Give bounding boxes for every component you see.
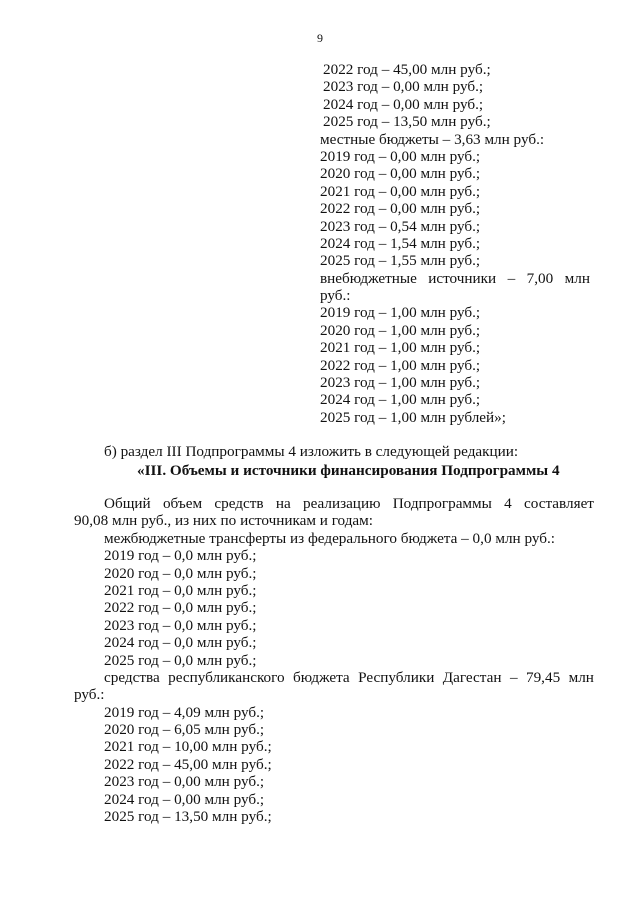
heading-word: источники [428, 269, 497, 287]
year-line: 2020 год – 0,00 млн руб.; [320, 165, 481, 183]
year-line: 2024 год – 0,00 млн руб.; [104, 790, 265, 808]
intro-word: реализацию [302, 495, 381, 512]
year-line: 2024 год – 0,0 млн руб.; [104, 634, 257, 652]
year-line: 2019 год – 0,00 млн руб.; [320, 147, 481, 165]
page-number: 9 [317, 31, 323, 45]
year-line: 2022 год – 0,0 млн руб.; [104, 599, 257, 617]
intro-word: объем [162, 495, 203, 512]
year-line: 2022 год – 0,00 млн руб.; [320, 200, 481, 218]
heading-word: средства [104, 668, 160, 686]
intro-word: Общий [104, 495, 151, 512]
heading-word: 79,45 [525, 668, 561, 686]
year-line: 2025 год – 1,55 млн руб.; [320, 252, 481, 270]
year-line: 2023 год – 0,00 млн руб.; [323, 78, 484, 96]
year-line: 2019 год – 1,00 млн руб.; [320, 304, 481, 322]
year-line: 2021 год – 10,00 млн руб.; [104, 738, 272, 756]
year-line: 2021 год – 0,00 млн руб.; [320, 182, 481, 200]
heading-word: Республики [358, 668, 435, 686]
intro-line [74, 495, 594, 512]
year-line: 2025 год – 0,0 млн руб.; [104, 651, 257, 669]
year-line: 2022 год – 1,00 млн руб.; [320, 356, 481, 374]
extra-budget-heading-tail: руб.: [320, 287, 351, 305]
year-line: 2021 год – 1,00 млн руб.; [320, 339, 481, 357]
heading-word: внебюджетные [320, 269, 417, 287]
year-line: 2024 год – 1,00 млн руб.; [320, 391, 481, 409]
section-heading: «III. Объемы и источники финансирования Подпрограммы 4 [137, 462, 560, 479]
heading-word: республиканского [168, 668, 285, 686]
heading-word: Дагестан [442, 668, 502, 686]
year-line: 2023 год – 0,00 млн руб.; [104, 773, 265, 791]
section-b-instruction: б) раздел III Подпрограммы 4 изложить в следующей редакции: [104, 443, 519, 460]
heading-word: 7,00 [526, 269, 554, 287]
year-line: 2020 год – 6,05 млн руб.; [104, 721, 265, 739]
extra-budget-heading [320, 270, 590, 287]
heading-word: млн [568, 668, 594, 686]
year-line: 2022 год – 45,00 млн руб.; [104, 755, 272, 773]
year-line: 2019 год – 0,0 млн руб.; [104, 547, 257, 565]
year-line: 2024 год – 1,54 млн руб.; [320, 234, 481, 252]
year-line: 2020 год – 1,00 млн руб.; [320, 321, 481, 339]
year-line: 2019 год – 4,09 млн руб.; [104, 703, 265, 721]
financing-continuation-column [320, 61, 590, 426]
federal-heading: межбюджетные трансферты из федерального бюджета – 0,0 млн руб.: [104, 529, 555, 547]
heading-word: – [507, 269, 516, 287]
intro-word: составляет [524, 495, 594, 512]
year-line: 2020 год – 0,0 млн руб.; [104, 564, 257, 582]
republic-heading-tail: руб.: [74, 686, 105, 704]
financing-body [74, 495, 594, 825]
intro-word: средств [214, 495, 264, 512]
intro-word: Подпрограммы [392, 495, 492, 512]
year-line: 2022 год – 45,00 млн руб.; [323, 61, 491, 78]
year-line: 2023 год – 0,0 млн руб.; [104, 616, 257, 634]
year-line: 2024 год – 0,00 млн руб.; [323, 95, 484, 113]
year-line: 2025 год – 13,50 млн руб.; [323, 113, 491, 131]
year-line: 2023 год – 1,00 млн руб.; [320, 374, 481, 392]
heading-word: млн [564, 269, 590, 287]
heading-word: – [509, 668, 518, 686]
year-line: 2023 год – 0,54 млн руб.; [320, 217, 481, 235]
intro-word: на [275, 495, 291, 512]
year-line: 2025 год – 1,00 млн рублей»; [320, 408, 506, 426]
heading-word: бюджета [293, 668, 350, 686]
year-line: 2021 год – 0,0 млн руб.; [104, 581, 257, 599]
intro-line-2: 90,08 млн руб., из них по источникам и годам: [74, 512, 374, 530]
intro-word: 4 [504, 495, 512, 512]
local-budget-heading: местные бюджеты – 3,63 млн руб.: [320, 130, 545, 148]
year-line: 2025 год – 13,50 млн руб.; [104, 808, 272, 826]
republic-heading [74, 669, 594, 686]
